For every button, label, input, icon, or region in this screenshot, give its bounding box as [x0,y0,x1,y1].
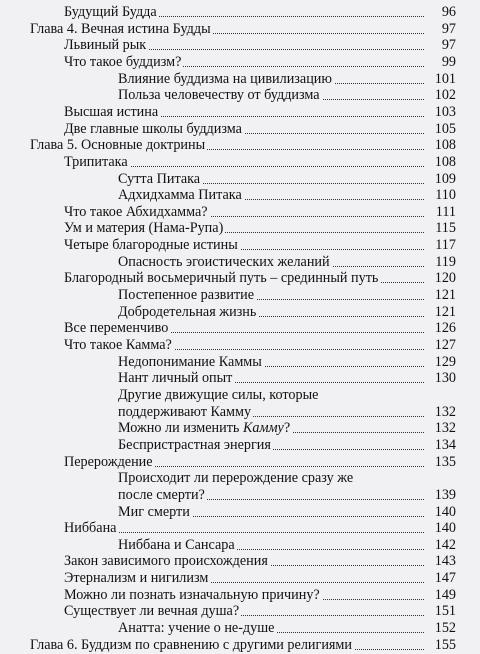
toc-entry-title: Что такое Камма? [64,337,172,353]
toc-page-number: 97 [424,21,456,37]
toc-entry[interactable] [0,137,480,154]
toc-page-number: 143 [424,553,456,569]
toc-entry[interactable] [0,121,480,138]
toc-entry-title: после смерти? [118,486,205,503]
toc-entry-title: Постепенное развитие [118,287,255,304]
toc-page-number: 149 [424,587,456,603]
toc-entry[interactable] [0,270,480,287]
toc-entry-title: Недопонимание Каммы [118,353,262,370]
toc-page-number: 140 [424,520,456,536]
toc-entry[interactable] [0,21,480,38]
toc-entry[interactable] [0,104,480,121]
toc-entry[interactable] [0,4,480,21]
toc-entry-title: Ум и материя (Нама-Рупа) [64,220,224,237]
toc-entry-title: Перерождение [64,453,153,470]
toc-entry-title: поддерживают Камму [118,403,252,420]
toc-page-number: 117 [424,237,456,253]
toc-entry-title: Можно ли познать изначальную причину? [64,586,320,603]
toc-page-number: 103 [424,104,456,120]
toc-page-number: 147 [424,570,456,586]
toc-page-number: 121 [424,287,456,303]
toc-entry[interactable] [0,470,480,487]
toc-page-number: 101 [424,71,456,87]
toc-page-number: 152 [424,620,456,636]
toc-entry[interactable] [0,204,480,221]
toc-page-number: 130 [424,370,456,386]
toc-entry-title: Две главные школы буддизма [64,120,242,137]
toc-entry[interactable] [0,220,480,237]
toc-entry-title: Происходит ли перерождение сразу же [118,470,354,487]
toc-entry[interactable] [0,620,480,637]
toc-entry-title: Нант личный опыт [118,370,233,387]
toc-entry[interactable] [0,603,480,620]
toc-entry-title: Беспристрастная энергия [118,436,271,453]
toc-page-number: 155 [424,637,456,653]
toc-page-number: 135 [424,454,456,470]
toc-entry-title: Будущий Будда [64,4,157,20]
toc-entry-title: Ниббана и Сансара [118,536,235,553]
toc-entry-title: Высшая истина [64,103,159,120]
toc-entry-title: Анатта: учение о не-душе [118,620,275,637]
toc-entry[interactable] [0,337,480,354]
toc-entry[interactable] [0,37,480,54]
toc-page-number: 132 [424,404,456,420]
toc-entry[interactable] [0,237,480,254]
toc-page-number: 96 [424,4,456,20]
toc-entry-title: Этернализм и нигилизм [64,570,209,587]
toc-entry[interactable] [0,187,480,204]
toc-page-number: 102 [424,87,456,103]
toc-page-number: 120 [424,270,456,286]
toc-entry[interactable] [0,504,480,521]
toc-entry-title: Добродетельная жизнь [118,303,257,320]
toc-entry[interactable] [0,553,480,570]
toc-entry[interactable] [0,304,480,321]
toc-entry[interactable] [0,404,480,421]
toc-page-number: 126 [424,320,456,336]
toc-entry[interactable] [0,87,480,104]
toc-entry-title-italic: Камму [242,420,284,437]
toc-entry[interactable] [0,587,480,604]
toc-entry[interactable] [0,437,480,454]
toc-entry[interactable] [0,54,480,71]
toc-entry[interactable] [0,171,480,188]
toc-page-number: 115 [424,220,456,236]
toc-page-number: 139 [424,487,456,503]
toc-entry-title: Глава 5. Основные доктрины [30,137,206,154]
toc-entry[interactable] [0,420,480,437]
toc-page-number: 111 [424,204,456,220]
toc-entry-title: Закон зависимого происхождения [64,553,268,570]
toc-entry-title-suffix: ? [283,420,291,437]
toc-entry[interactable] [0,487,480,504]
toc-entry-title: Львиный рык [64,37,147,54]
toc-page-number: 108 [424,154,456,170]
toc-entry-title: Адхидхамма Питака [118,187,242,204]
toc-entry[interactable] [0,354,480,371]
toc-entry[interactable] [0,287,480,304]
toc-entry-title: Все переменчиво [64,320,169,337]
toc-entry[interactable] [0,537,480,554]
toc-page-number: 105 [424,121,456,137]
toc-entry-title: Миг смерти [118,503,190,520]
toc-entry-title: Можно ли изменить Камму? [118,420,291,437]
toc-entry[interactable] [0,454,480,471]
toc-entry[interactable] [0,370,480,387]
toc-entry-title: Ниббана [64,520,117,537]
toc-page-number: 142 [424,537,456,553]
toc-entry[interactable] [0,71,480,88]
toc-entry-title: Существует ли вечная душа? [64,603,240,620]
toc-entry-title: Глава 6. Буддизм по сравнению с другими религиями [30,636,353,653]
toc-page-number: 132 [424,420,456,436]
toc-entry-title: Что такое Абхидхамма? [64,203,208,220]
toc-entry-title: Другие движущие силы, которые [118,386,319,403]
toc-entry-title: Трипитака [64,153,128,170]
toc-entry-title: Влияние буддизма на цивилизацию [118,70,332,87]
toc-page-number: 140 [424,504,456,520]
toc-entry[interactable] [0,570,480,587]
toc-entry[interactable] [0,320,480,337]
toc-page-number: 97 [424,37,456,53]
toc-page-number: 99 [424,54,456,70]
toc-entry[interactable] [0,254,480,271]
toc-page-number: 127 [424,337,456,353]
toc-entry-title: Польза человечеству от буддизма [118,87,320,104]
toc-entry[interactable] [0,637,480,654]
toc-page-number: 119 [424,254,456,270]
toc-page-number: 108 [424,137,456,153]
toc-entry-title: Опасность эгоистических желаний [118,253,330,270]
toc-entry-title: Четыре благородные истины [64,237,238,254]
toc-page-number: 110 [424,187,456,203]
toc-entry[interactable] [0,387,480,404]
toc-entry-title: Благородный восьмеричный путь – срединный путь [64,270,379,287]
toc-page-number: 109 [424,171,456,187]
toc-entry[interactable] [0,520,480,537]
toc-entry-title: Глава 4. Вечная истина Будды [30,20,211,37]
toc-page-number: 121 [424,304,456,320]
toc-entry[interactable] [0,154,480,171]
toc-page-number: 151 [424,603,456,619]
toc-page-number: 134 [424,437,456,453]
toc-page-number: 129 [424,354,456,370]
toc-entry-title: Сутта Питака [118,170,201,187]
toc-entry-title: Что такое буддизм? [64,53,182,70]
